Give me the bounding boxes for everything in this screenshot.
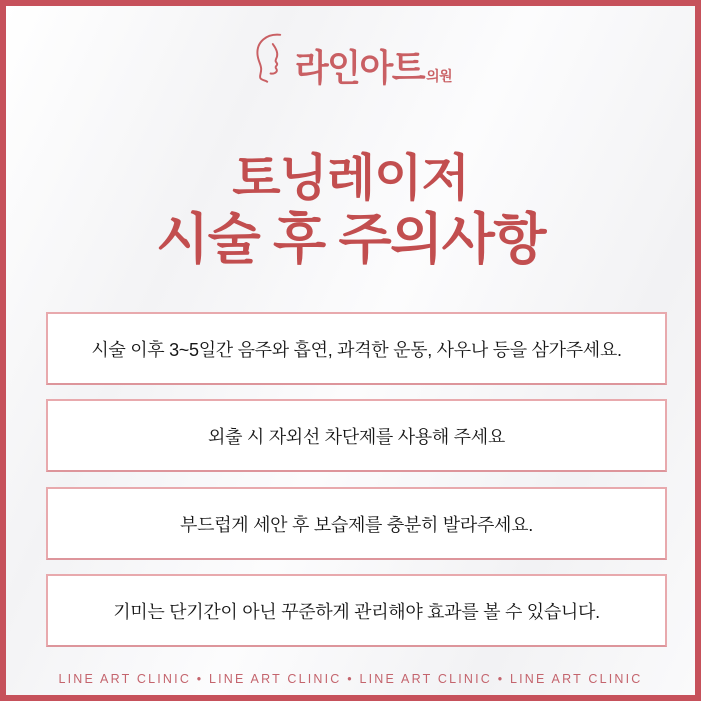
notice-text-4: 기미는 단기간이 아닌 꾸준하게 관리해야 효과를 볼 수 있습니다.: [113, 601, 600, 622]
logo-text: 라인아트: [294, 48, 425, 89]
logo-suffix: 의원: [426, 68, 453, 84]
notice-box-1: [46, 312, 667, 385]
title-line-2: 시술 후 주의사항: [156, 208, 545, 270]
page-title: [6, 148, 695, 271]
face-profile-icon: [249, 32, 291, 84]
notice-text-1: 시술 이후 3~5일간 음주와 흡연, 과격한 운동, 사우나 등을 삼가주세요.: [91, 339, 622, 360]
notice-box-4: [46, 574, 667, 647]
notice-text-2: 외출 시 자외선 차단제를 사용해 주세요: [208, 426, 505, 447]
footer-ticker: LINE ART CLINIC • LINE ART CLINIC • LINE ART CLINIC • LINE ART CLINIC: [58, 672, 643, 686]
notice-box-2: [46, 399, 667, 472]
notice-box-3: [46, 487, 667, 560]
notice-text-3: 부드럽게 세안 후 보습제를 충분히 발라주세요.: [180, 514, 533, 535]
title-line-1: 토닝레이저: [232, 150, 469, 206]
clinic-logo: [6, 32, 695, 89]
